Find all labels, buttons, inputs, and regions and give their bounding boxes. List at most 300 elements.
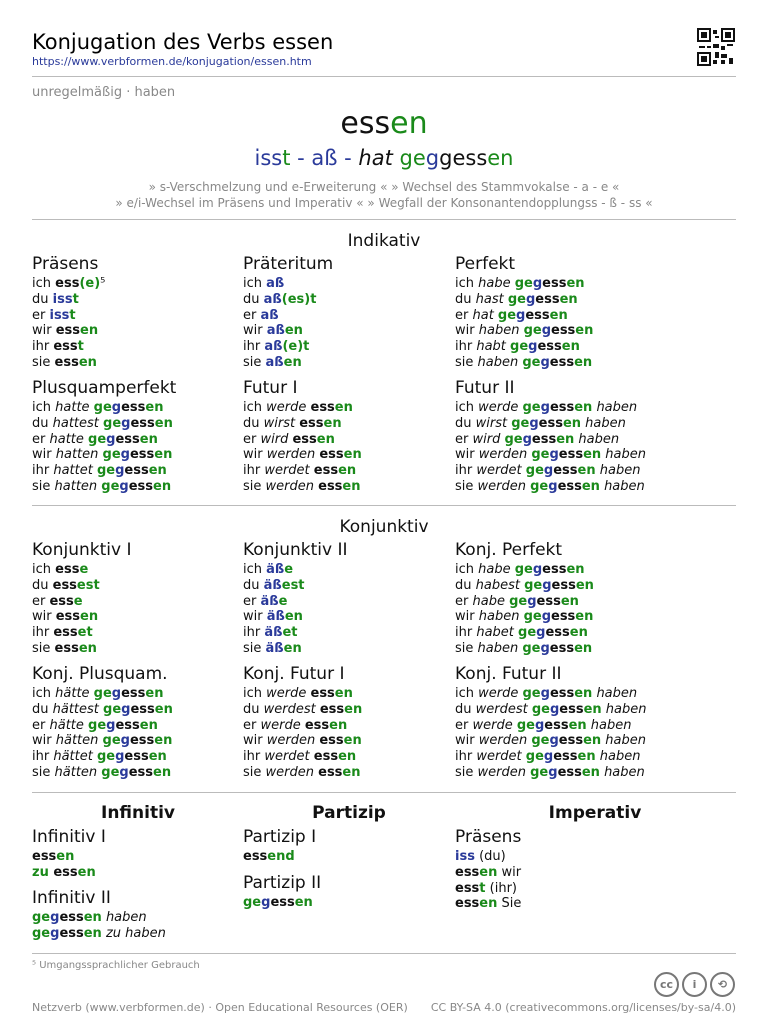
form-segment: ihr [32, 749, 54, 765]
form-segment: ihr [243, 625, 265, 641]
form-segment: ihr [455, 339, 477, 355]
form-segment: ess [121, 686, 146, 701]
form-segment: g [548, 478, 558, 494]
form-segment: en [145, 400, 164, 415]
footnote: ⁵ Umgangssprachlicher Gebrauch [32, 960, 200, 971]
conjugation-line [32, 339, 242, 355]
form-segment: ich [455, 276, 479, 291]
qr-code-icon [697, 28, 735, 66]
form-segment: hatten [55, 447, 103, 463]
form-segment: ess [542, 562, 567, 577]
form-segment: ess [558, 447, 584, 463]
form-segment: g [111, 400, 122, 415]
tense-title: Perfekt [455, 254, 516, 274]
form-segment: werden [266, 447, 320, 463]
conjugation-line [455, 749, 665, 765]
form-segment: ess [55, 276, 80, 291]
form-segment: ess [115, 431, 140, 447]
form-segment: aß [260, 307, 279, 323]
form-segment: aß [264, 339, 283, 355]
form-segment: g [543, 749, 554, 765]
form-segment: iss [52, 291, 73, 307]
form-segment: ge [511, 415, 530, 431]
form-segment: werden [477, 764, 531, 780]
conjugation-line [243, 765, 453, 781]
conjugation-line [455, 849, 665, 865]
form-segment: werden [477, 478, 531, 494]
conjugation-line [32, 578, 242, 594]
form-segment: g [119, 764, 129, 780]
section-partizip: Partizip [312, 803, 386, 823]
form-segment: en [561, 339, 580, 355]
form-segment: du [243, 291, 264, 307]
form-segment: haben [477, 640, 523, 656]
conjugation-line [455, 865, 665, 881]
form-segment: est [76, 577, 100, 593]
conjugation-line [243, 609, 453, 625]
form-segment: en [334, 686, 353, 701]
conjugation-line [243, 463, 453, 479]
tense-block [32, 540, 242, 657]
form-segment: ess [310, 400, 335, 415]
divider [32, 953, 736, 954]
form-segment: en [148, 749, 167, 765]
form-segment: g [549, 447, 559, 463]
form-segment: ess [55, 609, 81, 625]
form-segment: äß [263, 577, 282, 593]
form-segment: (e)t [282, 339, 310, 355]
footer-source[interactable]: Netzverb (www.verbformen.de) · Open Educational Resources (OER) [32, 1001, 408, 1014]
form-segment: g [534, 717, 545, 733]
form-segment: wir [243, 323, 267, 339]
conjugation-line [32, 432, 242, 448]
form-segment: ge [516, 717, 535, 733]
form-segment: ess [538, 415, 563, 431]
form-segment: er [243, 431, 261, 447]
section-indikativ: Indikativ [347, 231, 421, 251]
form-segment: (du) [474, 849, 506, 864]
form-segment: en [83, 925, 102, 941]
tense-title: Konj. Perfekt [455, 540, 563, 560]
form-segment: Sie [497, 896, 522, 912]
conjugation-line [243, 432, 453, 448]
form-segment: en [583, 701, 602, 717]
form-segment: ge [522, 354, 541, 370]
form-segment: en [294, 895, 313, 910]
conjugation-line [455, 765, 665, 781]
tense-block [243, 827, 453, 865]
tense-block [455, 827, 665, 912]
form-segment: ge [96, 749, 116, 765]
tense-block [243, 873, 453, 911]
form-segment: wir [32, 447, 56, 463]
form-segment: ihr [32, 625, 54, 641]
form-segment: en [583, 733, 602, 749]
conjugation-line [32, 765, 242, 781]
form-segment: e [79, 562, 89, 577]
form-segment: aß [265, 354, 284, 370]
form-segment: haben [599, 764, 645, 780]
form-segment: g [121, 701, 131, 717]
conjugation-line [455, 339, 665, 355]
form-segment: en [329, 717, 348, 733]
form-segment: ge [523, 609, 542, 625]
form-segment: g [532, 276, 543, 291]
conjugation-line [455, 463, 665, 479]
form-segment: ge [88, 431, 107, 447]
conjugation-line [32, 308, 242, 324]
form-segment: ess [549, 640, 575, 656]
form-segment: en [577, 463, 596, 479]
conjugation-line [32, 910, 242, 926]
form-segment: wir [32, 733, 56, 749]
form-segment: e [278, 593, 288, 609]
conjugation-line [455, 292, 665, 308]
form-segment: ge [507, 291, 526, 307]
form-segment: ess [537, 339, 562, 355]
form-segment: ge [101, 478, 120, 494]
form-segment: du [243, 415, 264, 431]
form-segment: en [566, 562, 585, 577]
form-segment: du [455, 415, 476, 431]
form-segment: g [549, 733, 559, 749]
conjugation-line [455, 562, 665, 578]
form-segment: er [32, 593, 50, 609]
form-segment: t [479, 880, 486, 896]
form-segment: haben [601, 701, 647, 717]
form-segment: haben [601, 447, 646, 463]
form-segment: hätten [55, 733, 103, 749]
tense-title: Konj. Futur II [455, 664, 562, 684]
form-segment: en [284, 323, 303, 339]
form-segment: ess [129, 733, 155, 749]
tense-title: Präsens [32, 254, 99, 274]
tense-block [32, 888, 242, 942]
conjugation-line [455, 718, 665, 734]
form-segment: er [243, 717, 261, 733]
form-segment: ess [53, 625, 78, 641]
footer-license[interactable]: CC BY-SA 4.0 (creativecommons.org/licenses/by-sa/4.0) [430, 1001, 736, 1014]
form-segment: ⁵ [100, 276, 106, 291]
form-segment: en [154, 447, 173, 463]
form-segment: en [154, 733, 173, 749]
form-segment: habest [475, 577, 525, 593]
form-segment: g [106, 717, 116, 733]
form-segment: en [334, 400, 353, 415]
form-segment: g [540, 686, 550, 701]
form-segment: wir [243, 447, 267, 463]
form-segment: g [528, 339, 538, 355]
form-segment: en [343, 733, 362, 749]
form-segment: werde [260, 717, 305, 733]
tense-block [32, 664, 242, 781]
conjugation-line [243, 323, 453, 339]
form-segment: du [32, 577, 53, 593]
form-segment: ihr [455, 463, 477, 479]
form-segment: ge [510, 339, 529, 355]
conjugation-line [32, 625, 242, 641]
conjugation-line [455, 641, 665, 657]
form-segment: ess [553, 749, 578, 765]
form-segment: en [145, 686, 164, 701]
form-segment: ge [514, 562, 533, 577]
attribution-icon: i [682, 972, 707, 997]
form-segment: ess [128, 478, 154, 494]
form-segment: iss [455, 849, 475, 864]
form-segment: en [338, 749, 357, 765]
cc-license-badge[interactable] [654, 972, 735, 997]
conjugation-line [243, 849, 453, 865]
form-segment: ess [525, 307, 550, 323]
form-segment: wir [455, 323, 479, 339]
form-segment: ge [525, 749, 544, 765]
conjugation-line [455, 594, 665, 610]
form-segment: g [522, 431, 532, 447]
form-segment: hätte [49, 717, 89, 733]
form-segment: ge [103, 701, 122, 717]
form-segment: ge [243, 895, 262, 910]
form-segment: ihr [32, 463, 54, 479]
form-segment: ess [124, 463, 149, 479]
tense-title: Futur I [243, 378, 298, 398]
conjugation-line [32, 323, 242, 339]
form-segment: sie [32, 640, 55, 656]
form-segment: en [154, 415, 173, 431]
form-segment: ge [522, 400, 541, 415]
form-segment: ich [32, 686, 56, 701]
form-segment: ess [551, 323, 576, 339]
conjugation-line [243, 641, 453, 657]
form-segment: ess [549, 400, 575, 415]
conjugation-line [455, 400, 665, 416]
form-segment: ge [32, 910, 51, 925]
form-segment: t [69, 307, 76, 323]
conjugation-line [243, 308, 453, 324]
form-segment: sie [32, 764, 55, 780]
form-segment: werden [478, 447, 532, 463]
form-segment: ess [557, 764, 582, 780]
form-segment: hattet [53, 463, 97, 479]
form-segment: en [569, 625, 588, 641]
form-segment: habet [476, 625, 519, 641]
form-segment: ihr [455, 625, 477, 641]
form-segment: hat [472, 307, 498, 323]
divider [32, 505, 736, 506]
form-segment: werde [478, 686, 523, 701]
form-segment: wird [472, 431, 505, 447]
form-segment: t [77, 339, 84, 355]
conjugation-line [32, 400, 242, 416]
form-segment: werde [478, 400, 523, 415]
form-segment: g [106, 431, 116, 447]
form-segment: en [479, 864, 498, 880]
conjugation-line [243, 718, 453, 734]
form-segment: er [455, 717, 473, 733]
form-segment: g [532, 562, 543, 577]
form-segment: ess [54, 354, 79, 370]
form-segment: g [119, 478, 129, 494]
form-segment: en [581, 478, 600, 494]
principal-parts: isst - aß - hat geggessen [254, 146, 514, 170]
form-segment: ich [32, 562, 56, 577]
form-segment: zu haben [101, 925, 166, 941]
form-segment: ess [124, 749, 149, 765]
form-segment: sie [32, 478, 55, 494]
form-segment: ge [93, 400, 112, 415]
form-segment: werdet [264, 463, 314, 479]
form-segment: ess [59, 925, 84, 941]
form-segment: du [243, 577, 264, 593]
form-segment: haben [574, 431, 620, 447]
conjugation-line [32, 562, 242, 578]
form-segment: (es)t [281, 291, 317, 307]
form-segment: sie [455, 478, 478, 494]
conjugation-line [32, 686, 242, 702]
form-segment: g [541, 323, 551, 339]
form-segment: ess [55, 323, 81, 339]
tense-block [455, 378, 665, 495]
form-segment: haben [599, 478, 645, 494]
form-segment: haben [478, 323, 524, 339]
form-segment: werdet [476, 463, 526, 479]
form-segment: en [342, 478, 361, 494]
form-segment: ge [32, 925, 51, 941]
form-segment: g [540, 400, 550, 415]
form-segment: sie [243, 640, 266, 656]
form-segment: ihr [32, 339, 54, 355]
conjugation-line [455, 733, 665, 749]
form-segment: ess [115, 717, 140, 733]
form-segment: ge [497, 307, 517, 323]
conjugation-line [243, 292, 453, 308]
form-segment: ich [32, 276, 56, 291]
conjugation-line [455, 686, 665, 702]
conjugation-line [32, 594, 242, 610]
form-segment: en [562, 415, 582, 431]
form-segment: ge [88, 717, 107, 733]
note-line-2: » e/i-Wechsel im Präsens und Imperativ « » Wegfall der Konsonantendopplungss - ß - ss « [115, 196, 653, 210]
divider [32, 76, 736, 77]
conjugation-line [243, 479, 453, 495]
form-segment: wirst [263, 415, 300, 431]
share-alike-icon: ⟲ [710, 972, 735, 997]
conjugation-line [243, 702, 453, 718]
conjugation-line [243, 447, 453, 463]
form-segment: en [549, 307, 568, 323]
form-segment: habt [476, 339, 511, 355]
form-segment: ess [557, 478, 582, 494]
conjugation-line [455, 276, 665, 292]
form-segment: du [243, 701, 264, 717]
form-segment: en [80, 609, 99, 625]
form-segment: en [316, 431, 335, 447]
form-segment: en [556, 431, 575, 447]
form-segment: ge [522, 686, 541, 701]
form-segment: werdet [476, 749, 526, 765]
form-segment: werde [266, 400, 311, 415]
form-segment: haben [592, 400, 638, 415]
form-segment: haben [595, 749, 641, 765]
form-segment: werden [265, 764, 319, 780]
tense-title: Partizip I [243, 827, 317, 847]
conjugation-line [32, 926, 242, 942]
form-segment: (e) [79, 276, 101, 291]
form-segment: g [536, 625, 546, 641]
form-segment: haben [601, 733, 646, 749]
conjugation-line [455, 578, 665, 594]
form-segment: g [50, 910, 60, 925]
form-segment: ess [455, 880, 480, 896]
form-segment: et [77, 625, 93, 641]
form-segment: en [574, 640, 593, 656]
form-segment: ess [536, 593, 561, 609]
form-segment: äß [264, 625, 283, 641]
form-segment: habe [472, 593, 510, 609]
infinitive-heading: essen [340, 106, 428, 141]
form-segment: ge [530, 478, 549, 494]
conjugation-line [455, 416, 665, 432]
form-segment: en [338, 463, 357, 479]
form-segment: hatten [54, 478, 102, 494]
form-segment: en [560, 593, 579, 609]
form-segment: ess [243, 849, 268, 864]
form-segment: en [574, 354, 593, 370]
form-segment: ge [96, 463, 116, 479]
conjugation-line [243, 749, 453, 765]
form-segment: ess [304, 717, 330, 733]
form-segment: wir [243, 609, 267, 625]
form-segment: ess [53, 339, 78, 355]
form-segment: wirst [475, 415, 512, 431]
form-segment: en [148, 463, 167, 479]
form-segment: g [111, 686, 122, 701]
form-segment: ess [128, 764, 154, 780]
form-segment: haben [595, 463, 641, 479]
form-segment: g [115, 749, 125, 765]
form-segment: du [455, 291, 476, 307]
source-url[interactable]: https://www.verbformen.de/konjugation/essen.htm [32, 55, 312, 68]
conjugation-line [32, 702, 242, 718]
form-segment: g [529, 415, 539, 431]
conjugation-line [32, 479, 242, 495]
form-segment: g [541, 609, 551, 625]
tense-block [455, 664, 665, 781]
form-segment: wir [455, 609, 479, 625]
form-segment: g [261, 895, 271, 910]
form-segment: ess [299, 415, 324, 431]
form-segment: en [78, 640, 97, 656]
conjugation-line [455, 479, 665, 495]
form-segment: ge [525, 463, 544, 479]
form-segment: ess [59, 910, 84, 925]
conjugation-line [243, 355, 453, 371]
tense-title: Konjunktiv II [243, 540, 348, 560]
conjugation-line [455, 609, 665, 625]
form-segment: ess [549, 686, 575, 701]
form-segment: ess [542, 276, 567, 291]
conjugation-line [243, 416, 453, 432]
tense-block [243, 254, 453, 371]
form-segment: äß [265, 640, 284, 656]
form-segment: hatte [49, 431, 89, 447]
form-segment: werden [478, 733, 532, 749]
form-segment: aß [266, 323, 285, 339]
form-segment: en [154, 701, 173, 717]
tense-block [243, 664, 453, 781]
form-segment: en [566, 276, 585, 291]
form-segment: äß [260, 593, 279, 609]
tense-block [455, 254, 665, 371]
